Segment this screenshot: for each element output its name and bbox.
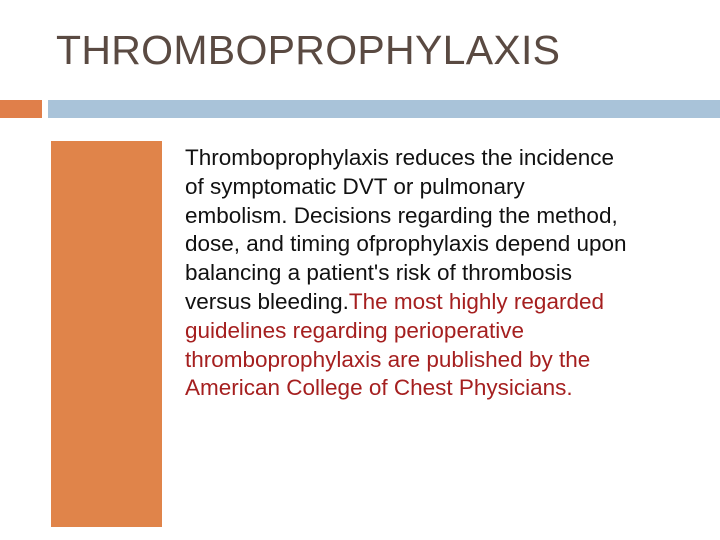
body-paragraph: Thromboprophylaxis reduces the incidence of symptomatic DVT or pulmonary embolism. Decisions regarding the method, dose, and timing ofprophylaxis depend upon balancing a patient's risk of thrombosis versus bleeding.	[185, 145, 627, 314]
slide-title: THROMBOPROPHYLAXIS	[56, 27, 561, 73]
body-text	[185, 144, 630, 403]
title-accent-square	[0, 100, 42, 118]
highlighted-sentence: The most highly regarded guidelines regarding perioperative thromboprophylaxis are published by the American College of Chest Physicians.	[185, 288, 604, 401]
side-accent-block	[51, 141, 162, 527]
title-divider-bar	[48, 100, 720, 118]
